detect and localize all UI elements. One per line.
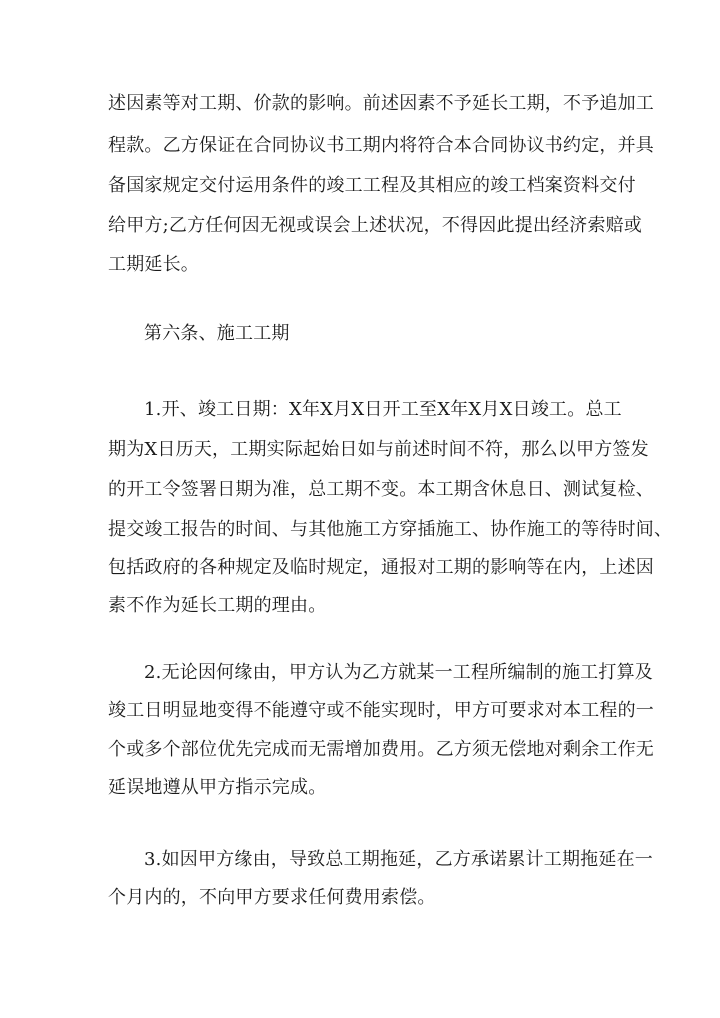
clause-1-line: 素不作为延长工期的理由。 [108, 595, 327, 616]
paragraph-line: 述因素等对工期、价款的影响。前述因素不予延长工期，不予追加工 [108, 93, 654, 114]
paragraph-line: 程款。乙方保证在合同协议书工期内将符合本合同协议书约定，并具 [108, 135, 654, 156]
clause-1-line: 提交竣工报告的时间、与其他施工方穿插施工、协作施工的等待时间、 [108, 519, 673, 540]
paragraph-line: 备国家规定交付运用条件的竣工工程及其相应的竣工档案资料交付 [108, 175, 636, 196]
clause-2-line: 延误地遵从甲方指示完成。 [108, 777, 327, 798]
clause-1-line: 包括政府的各种规定及临时规定，通报对工期的影响等在内，上述因 [108, 557, 654, 578]
clause-2-line: 2.无论因何缘由，甲方认为乙方就某一工程所编制的施工打算及 [144, 662, 653, 683]
paragraph-line: 工期延长。 [108, 254, 199, 275]
paragraph-line: 给甲方;乙方任何因无视或误会上述状况，不得因此提出经济索赔或 [108, 215, 643, 236]
clause-3-line: 个月内的，不向甲方要求任何费用索偿。 [108, 887, 436, 908]
clause-1-line: 期为X日历天，工期实际起始日如与前述时间不符，那么以甲方签发 [108, 439, 649, 460]
clause-2-line: 个或多个部位优先完成而无需增加费用。乙方须无偿地对剩余工作无 [108, 739, 654, 760]
clause-1-line: 1.开、竣工日期：X年X月X日开工至X年X月X日竣工。总工 [144, 399, 622, 420]
clause-3-line: 3.如因甲方缘由，导致总工期拖延，乙方承诺累计工期拖延在一 [144, 849, 653, 870]
clause-2-line: 竣工日明显地变得不能遵守或不能实现时，甲方可要求对本工程的一 [108, 700, 654, 721]
clause-1-line: 的开工令签署日期为准，总工期不变。本工期含休息日、测试复检、 [108, 479, 654, 500]
article-heading: 第六条、施工工期 [144, 323, 290, 344]
